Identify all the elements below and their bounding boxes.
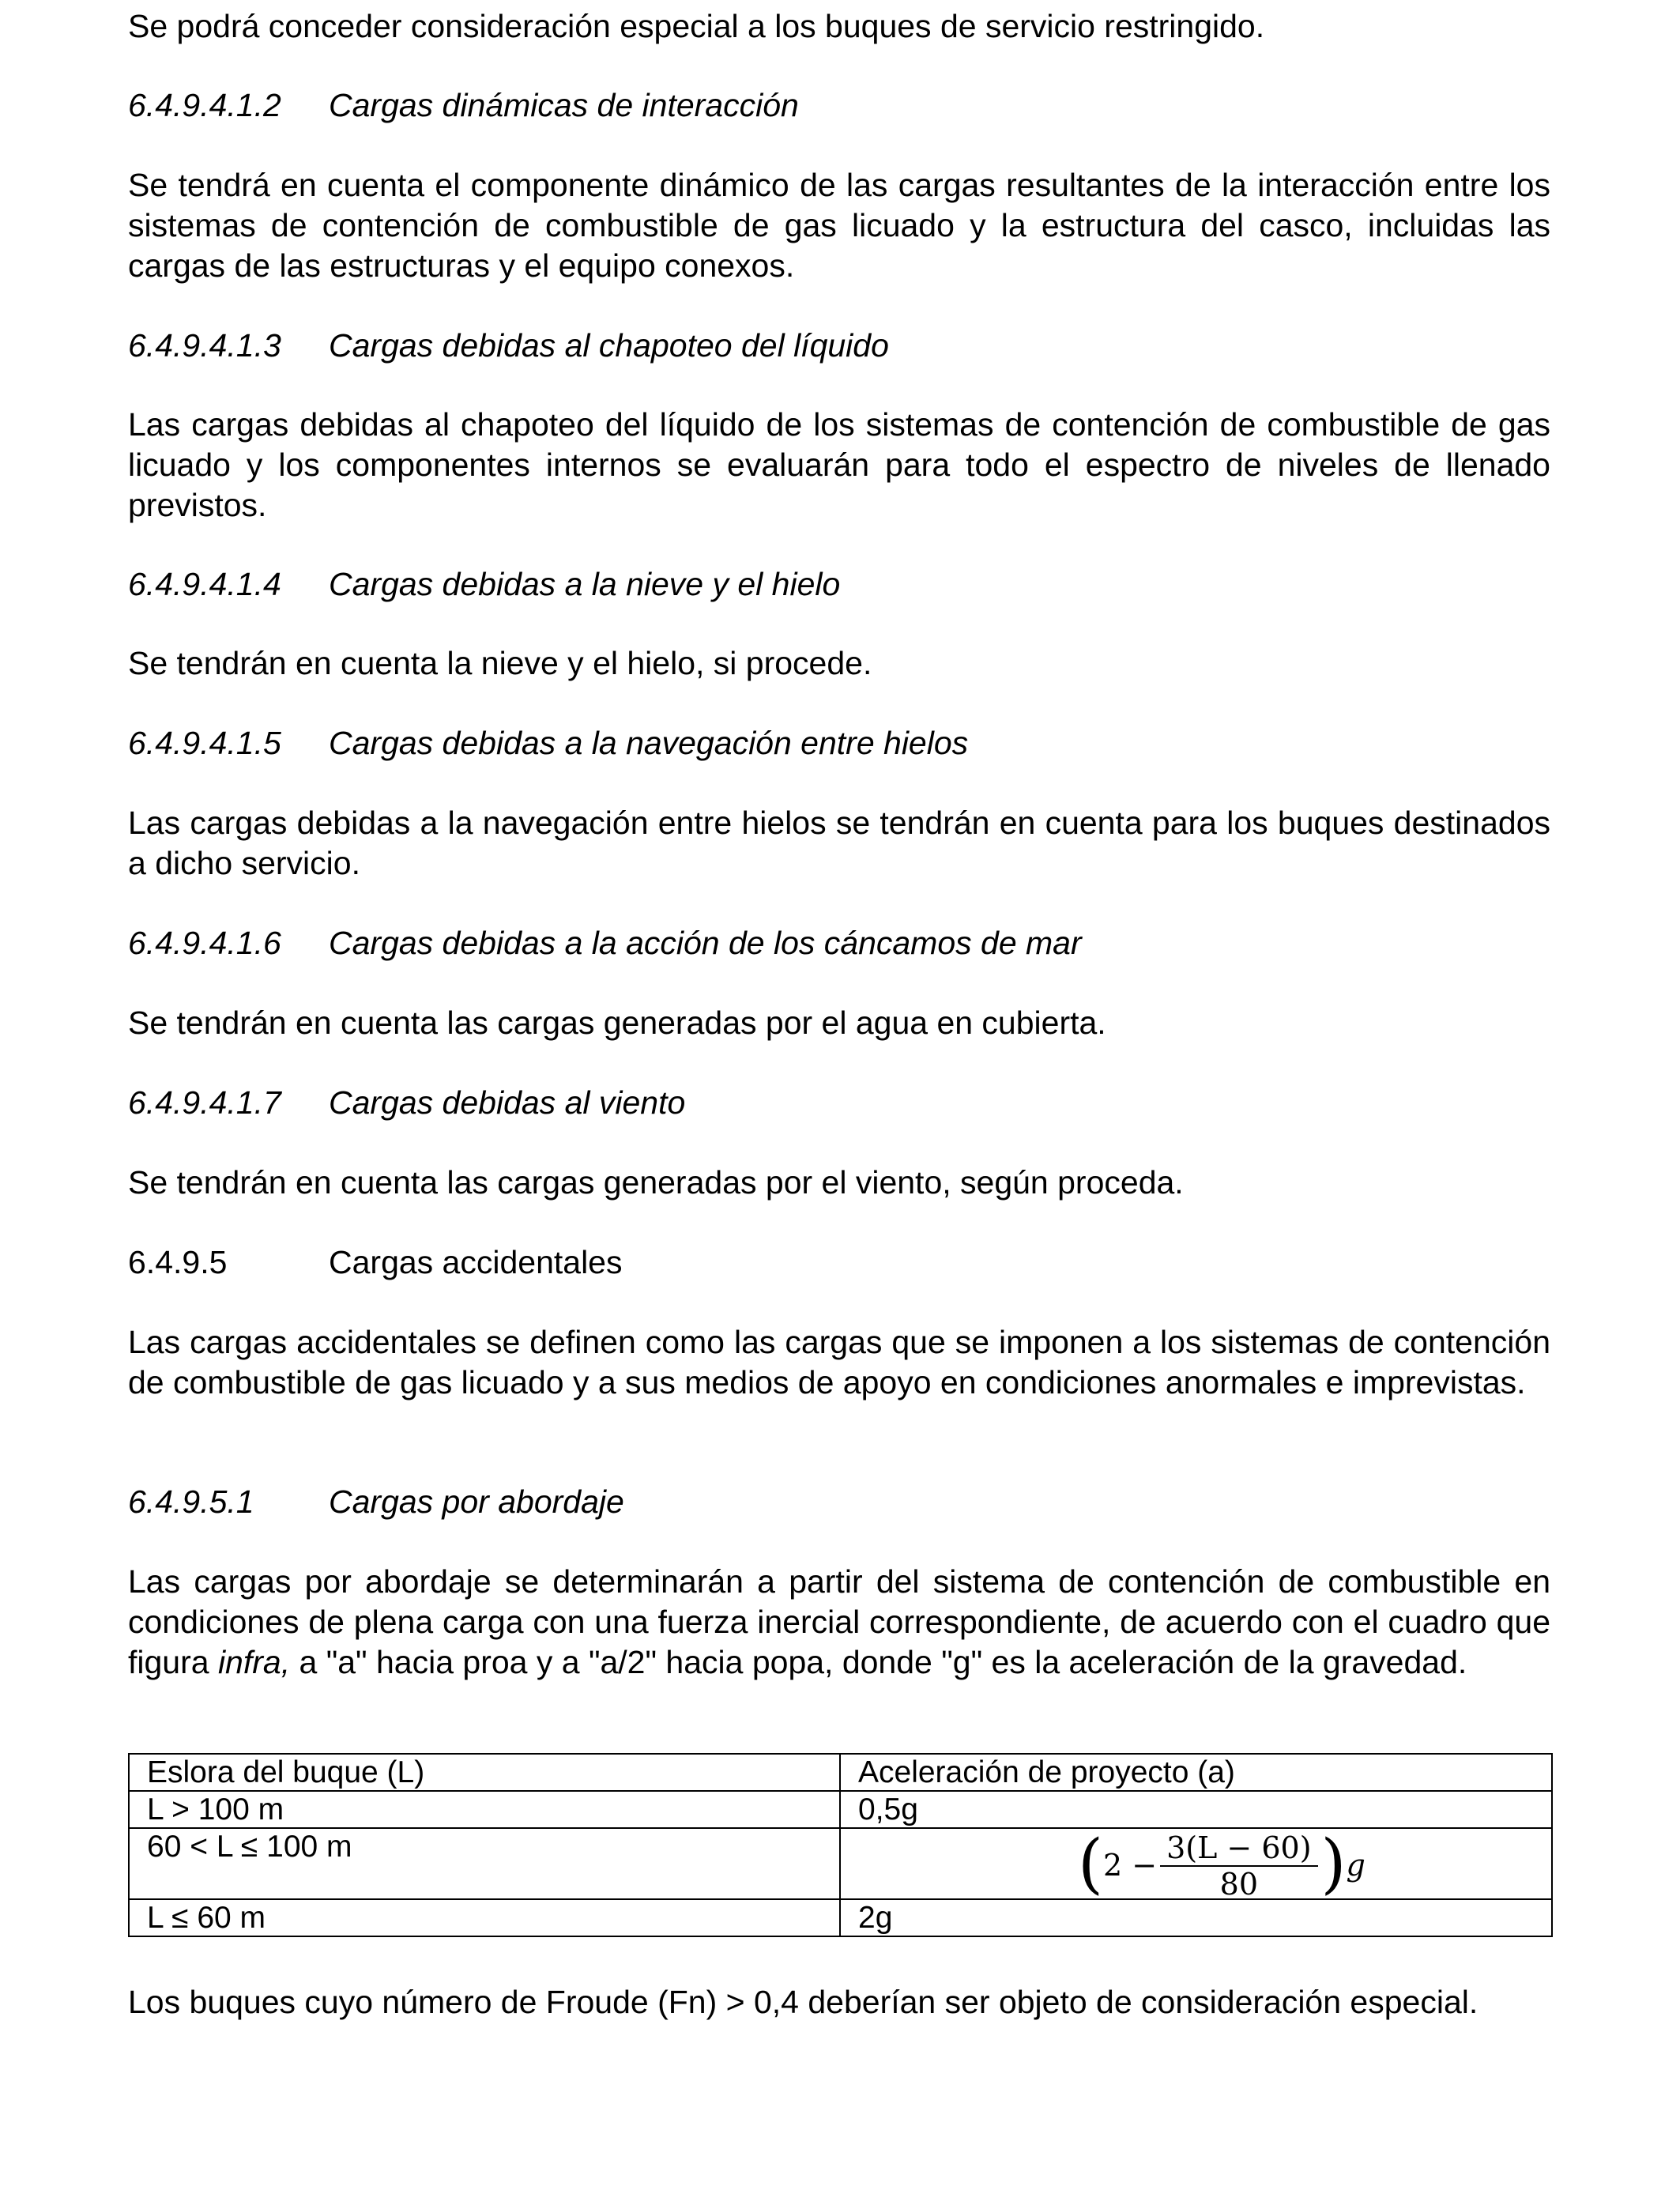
table-cell-length: 60 < L ≤ 100 m	[129, 1828, 840, 1899]
section-title: Cargas debidas a la nieve y el hielo	[329, 566, 841, 602]
section-title: Cargas dinámicas de interacción	[329, 87, 799, 123]
section-body: Se tendrá en cuenta el componente dinámico de las cargas resultantes de la interacción entre los sistemas de contención de combustible de gas licuado y la estructura del casco, incluidas las cargas de las estructuras y el equipo conexos.	[128, 167, 1550, 284]
section-body: Las cargas debidas al chapoteo del líquido de los sistemas de contención de combustible de gas licuado y los componentes internos se evaluarán para todo el espectro de niveles de llenado previstos.	[128, 406, 1550, 523]
table-cell-length: L ≤ 60 m	[129, 1899, 840, 1936]
table-cell-acceleration-formula	[840, 1826, 1552, 1902]
abordaje-body-italic: infra,	[217, 1644, 291, 1680]
section-number: 6.4.9.4.1.2	[128, 87, 281, 123]
section-title: Cargas debidas a la acción de los cáncamos de mar	[329, 925, 1082, 961]
table-header-cell: Aceleración de proyecto (a)	[840, 1754, 1552, 1791]
section-number: 6.4.9.4.1.6	[128, 925, 281, 961]
acceleration-formula	[1078, 1826, 1365, 1902]
formula-minuend: 2 −	[1103, 1848, 1158, 1883]
section-heading	[128, 923, 1082, 963]
section-number: 6.4.9.4.1.4	[128, 566, 281, 602]
section-number: 6.4.9.4.1.5	[128, 725, 281, 761]
section-heading	[128, 85, 799, 126]
section-body: Las cargas accidentales se definen como las cargas que se imponen a los sistemas de contención de combustible de gas licuado y a sus medios de apoyo en condiciones anormales e imprevistas.	[128, 1324, 1550, 1400]
formula-numerator: 3(L − 60)	[1160, 1832, 1317, 1867]
section-heading	[128, 1083, 685, 1123]
formula-factor: g	[1346, 1848, 1365, 1883]
section-title: Cargas por abordaje	[329, 1483, 624, 1520]
table-cell-acceleration: 0,5g	[840, 1791, 1552, 1828]
section-title: Cargas debidas a la navegación entre hielos	[329, 725, 969, 761]
section-heading	[128, 1242, 622, 1283]
section-heading	[128, 1482, 624, 1522]
section-heading	[128, 326, 889, 366]
formula-fraction	[1160, 1832, 1317, 1900]
table-row	[129, 1791, 1552, 1828]
table-row	[129, 1899, 1552, 1936]
table-cell-length: L > 100 m	[129, 1791, 840, 1828]
section-title: Cargas accidentales	[329, 1244, 623, 1280]
abordaje-body	[128, 1562, 1550, 1683]
section-body: Se tendrán en cuenta la nieve y el hielo, si procede.	[128, 645, 872, 681]
section-number: 6.4.9.5	[128, 1244, 228, 1280]
section-number: 6.4.9.4.1.3	[128, 327, 281, 364]
section-title: Cargas debidas al chapoteo del líquido	[329, 327, 889, 364]
formula-denominator: 80	[1219, 1867, 1258, 1902]
acceleration-table	[128, 1753, 1553, 1937]
abordaje-body-before: Las cargas por abordaje se determinarán a partir del sistema de contención de combustible en condiciones de plena carga con una fuerza inercial correspondiente, de acuerdo con el cuadro que figura	[128, 1563, 1550, 1680]
formula-close-paren: )	[1320, 1826, 1347, 1902]
section-heading	[128, 723, 968, 763]
abordaje-body-after: a "a" hacia proa y a "a/2" hacia popa, donde "g" es la aceleración de la gravedad.	[290, 1644, 1467, 1680]
section-number: 6.4.9.5.1	[128, 1483, 254, 1520]
section-body: Se tendrán en cuenta las cargas generadas por el viento, según proceda.	[128, 1164, 1184, 1201]
section-body: Se tendrán en cuenta las cargas generadas por el agua en cubierta.	[128, 1005, 1106, 1041]
table-row	[129, 1828, 1552, 1899]
table-header-cell: Eslora del buque (L)	[129, 1754, 840, 1791]
section-heading	[128, 564, 840, 605]
intro-paragraph: Se podrá conceder consideración especial a los buques de servicio restringido.	[128, 8, 1265, 44]
section-body: Las cargas debidas a la navegación entre hielos se tendrán en cuenta para los buques destinados a dicho servicio.	[128, 805, 1550, 881]
section-title: Cargas debidas al viento	[329, 1084, 686, 1121]
section-number: 6.4.9.4.1.7	[128, 1084, 281, 1121]
table-cell-acceleration: 2g	[840, 1899, 1552, 1936]
table-header-row	[129, 1754, 1552, 1791]
formula-open-paren: (	[1078, 1826, 1103, 1902]
footer-paragraph: Los buques cuyo número de Froude (Fn) > 0,4 deberían ser objeto de consideración especial.	[128, 1984, 1478, 2020]
